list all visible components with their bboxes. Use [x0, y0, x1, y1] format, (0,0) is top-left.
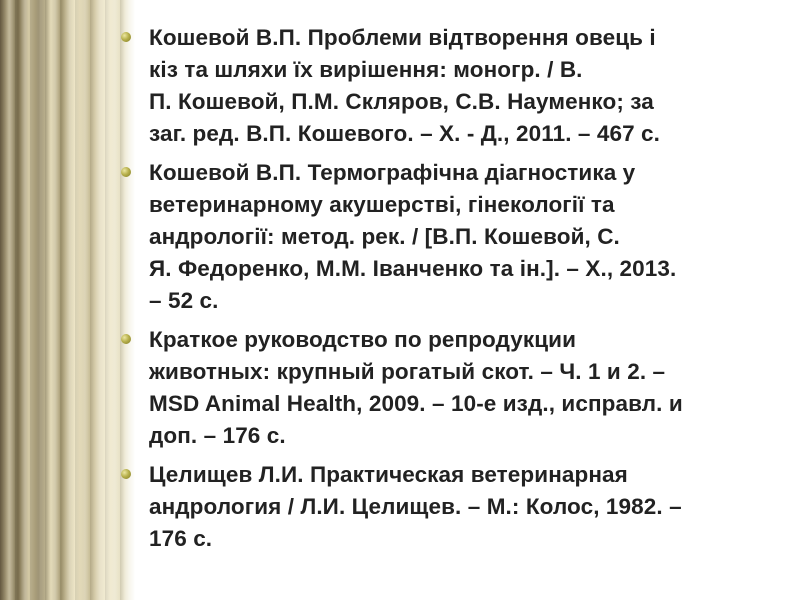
reference-text-3: Краткое руководство по репродукции животных: крупный рогатый скот. – Ч. 1 и 2. – MSD Animal Health, 2009. – 10-е изд., исправл. и доп. – 176 с. [149, 327, 683, 448]
reference-item-3 [121, 324, 783, 452]
slide-content [121, 22, 783, 562]
bullet-icon [121, 167, 131, 177]
reference-list [121, 22, 783, 555]
reference-text-2: Кошевой В.П. Термографічна діагностика у ветеринарному акушерстві, гінекології та андрології: метод. рек. / [В.П. Кошевой, С. Я. Федоренко, М.М. Іванченко та ін.]. – Х., 2013. – 52 с. [149, 160, 677, 313]
reference-item-4 [121, 459, 783, 555]
bullet-icon [121, 32, 131, 42]
bullet-icon [121, 334, 131, 344]
reference-text-1: Кошевой В.П. Проблеми відтворення овець і кіз та шляхи їх вирішення: моногр. / В. П. Кошевой, П.М. Скляров, С.В. Науменко; за заг. ред. В.П. Кошевого. – Х. - Д., 2011. – 467 с. [149, 25, 661, 146]
reference-item-2 [121, 157, 783, 317]
reference-text-4: Целищев Л.И. Практическая ветеринарная андрология / Л.И. Целищев. – М.: Колос, 1982. – 176 с. [149, 462, 682, 551]
reference-item-1 [121, 22, 783, 150]
decorative-side-stripes [0, 0, 135, 600]
bullet-icon [121, 469, 131, 479]
